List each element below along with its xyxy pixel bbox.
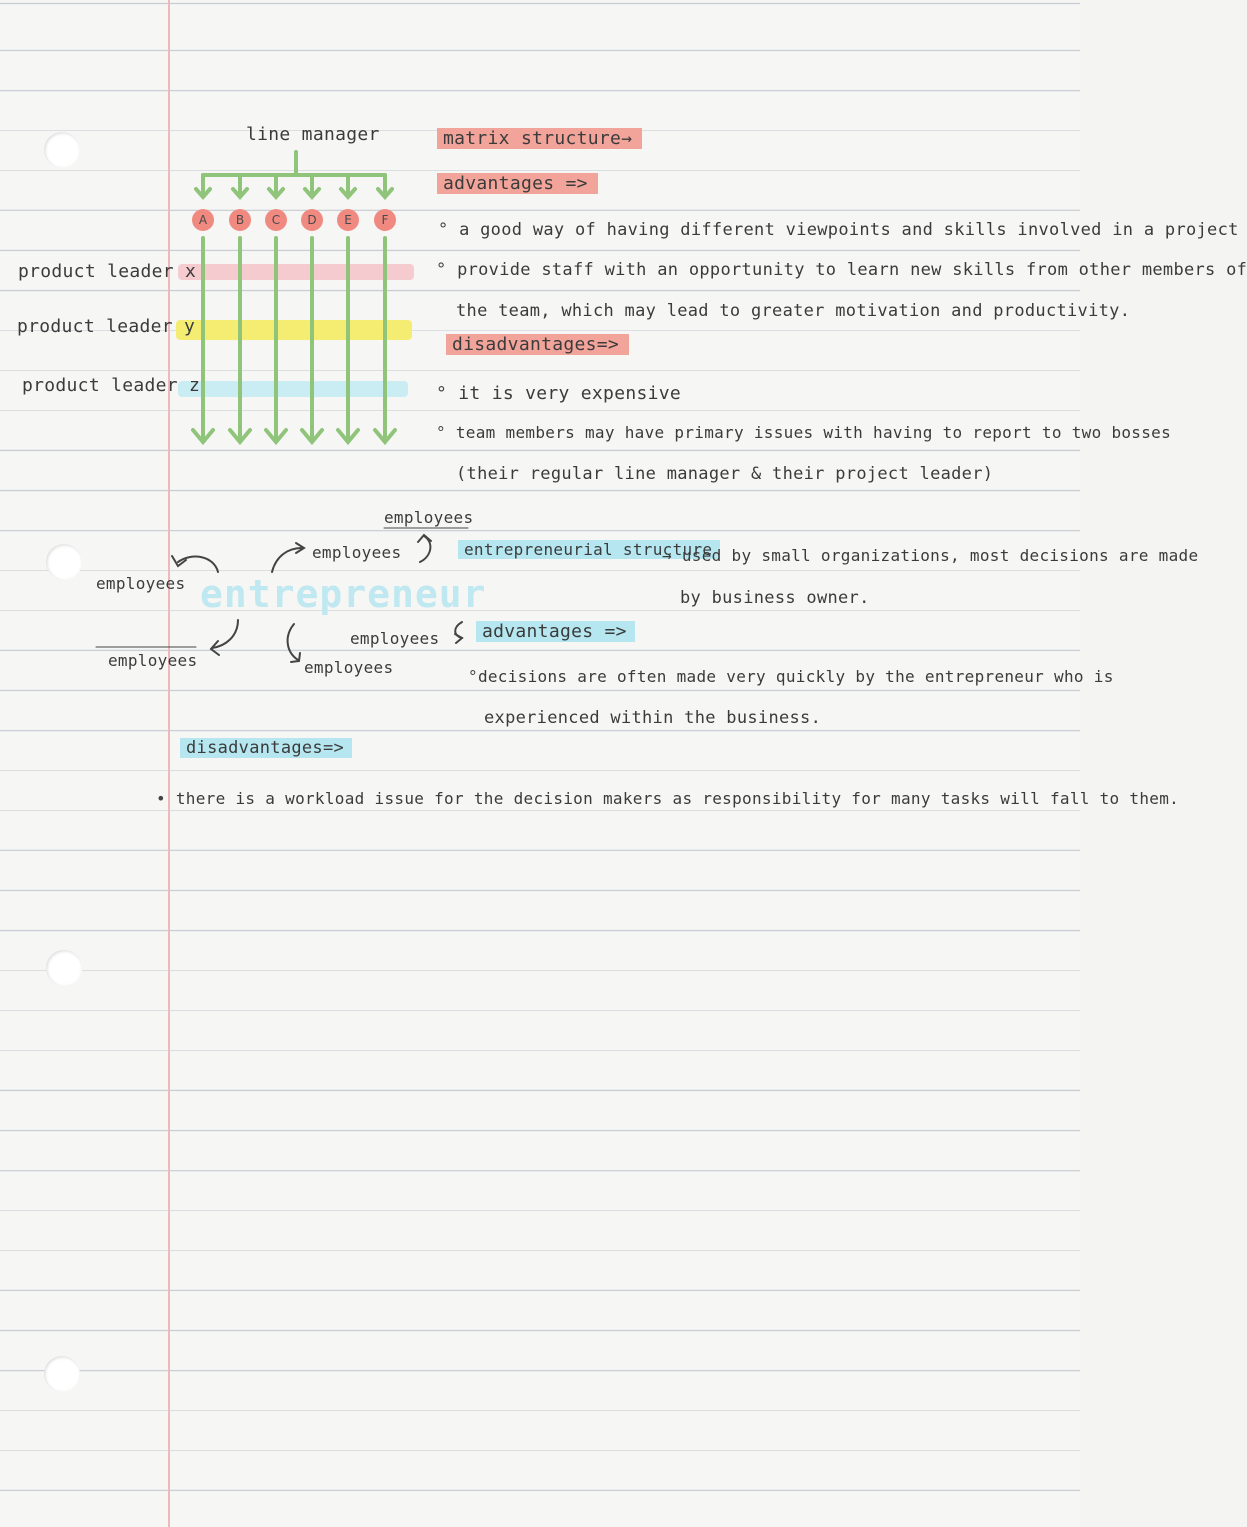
entrepreneurial-disadvantage-item: • there is a workload issue for the decision makers as responsibility for many tasks will fall to them.: [156, 789, 1180, 808]
curved-arrow-icon: [288, 624, 298, 660]
column-label-f: F: [381, 213, 389, 227]
employees-label: employees: [96, 574, 186, 593]
matrix-structure-title: matrix structure→: [437, 128, 642, 149]
matrix-advantage-item: ° provide staff with an opportunity to learn new skills from other members of: [436, 260, 1247, 280]
employees-label: employees: [350, 629, 440, 648]
product-leader-x-label: product leader x: [18, 261, 197, 282]
employees-label: employees: [384, 508, 474, 527]
column-label-c: C: [271, 213, 281, 227]
curved-arrow-icon: [178, 557, 218, 572]
product-leader-z-label: product leader z: [22, 375, 201, 396]
matrix-advantage-item: ° a good way of having different viewpoints and skills involved in a project: [438, 220, 1239, 240]
entrepreneurial-advantages-heading: advantages =>: [476, 621, 635, 642]
line-manager-label: line manager: [246, 124, 380, 145]
matrix-disadvantage-item: ° it is very expensive: [436, 383, 682, 404]
entrepreneurial-structure-title: entrepreneurial structure: [458, 540, 720, 559]
matrix-disadvantage-item-continued: (their regular line manager & their project leader): [456, 464, 994, 484]
entrepreneur-center-label: entrepreneur: [200, 572, 487, 616]
matrix-advantage-item-continued: the team, which may lead to greater motivation and productivity.: [456, 301, 1131, 321]
matrix-advantages-heading: advantages =>: [437, 173, 598, 194]
matrix-disadvantages-heading: disadvantages=>: [446, 334, 629, 355]
column-label-d: D: [307, 213, 317, 227]
employees-label: employees: [312, 543, 402, 562]
employees-label: employees: [108, 651, 198, 670]
entrepreneurial-description-continued: by business owner.: [680, 588, 870, 608]
product-leader-x-band: [178, 264, 414, 280]
column-label-b: B: [235, 213, 245, 227]
employees-label: employees: [304, 658, 394, 677]
entrepreneurial-advantage-item-continued: experienced within the business.: [484, 708, 822, 728]
product-leader-z-band: [178, 381, 408, 397]
column-label-e: E: [344, 213, 352, 227]
column-label-a: A: [198, 213, 208, 227]
entrepreneurial-advantage-item: °decisions are often made very quickly by the entrepreneur who is: [468, 667, 1114, 686]
entrepreneurial-description: → used by small organizations, most decisions are made: [662, 546, 1199, 565]
entrepreneurial-disadvantages-heading: disadvantages=>: [180, 738, 352, 758]
product-leader-y-band: [176, 320, 412, 340]
product-leader-y-label: product leader y: [17, 316, 196, 337]
matrix-disadvantage-item: ° team members may have primary issues with having to report to two bosses: [436, 423, 1172, 442]
